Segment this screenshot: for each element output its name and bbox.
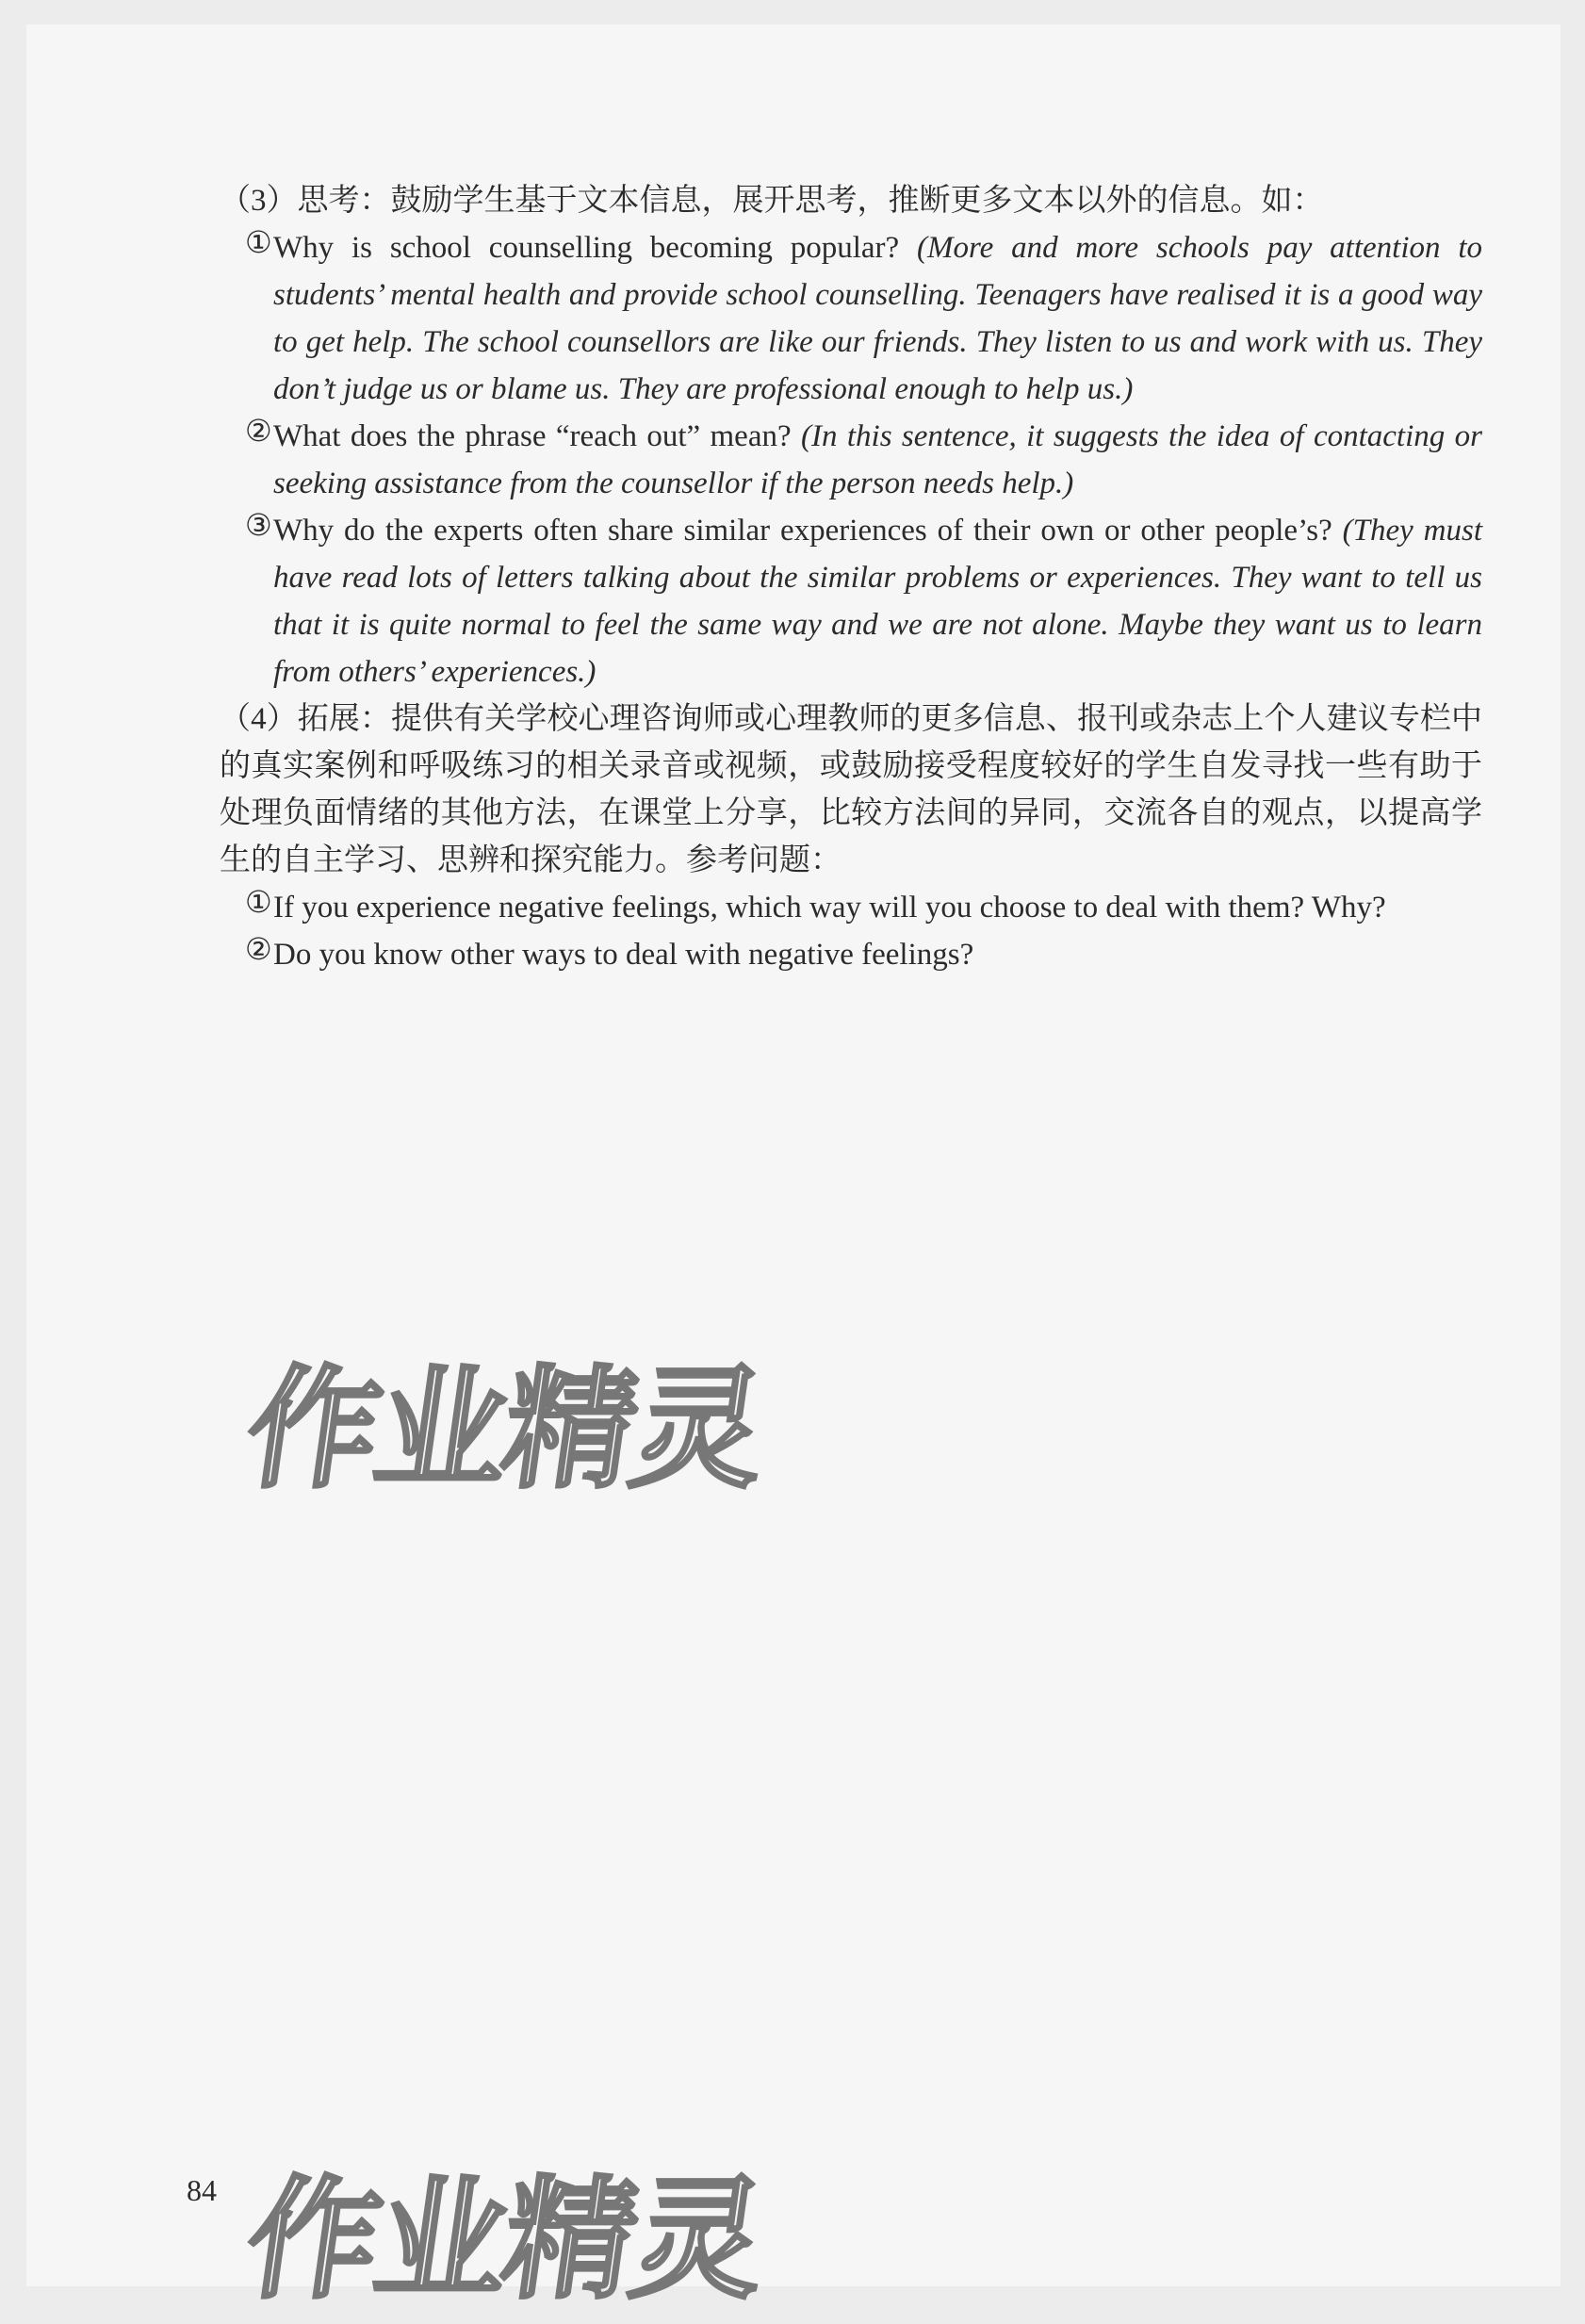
section-3-heading-text: （3）思考：鼓励学生基于文本信息，展开思考，推断更多文本以外的信息。如： xyxy=(220,184,1324,218)
item-answer: (More and more schools pay attention to students’ mental health and provide school counselling. Teenagers have realised it is a good way to get help. The school counsellors are like our friends. They listen to us and work with us. They don’t judge us or blame us. They are professional enough to help us.) xyxy=(273,231,1482,406)
item-answer: (In this sentence, it suggests the idea of contacting or seeking assistance from the counsellor if the person needs help.) xyxy=(273,419,1482,500)
item-marker: ③ xyxy=(245,508,272,542)
page-number: 84 xyxy=(187,2173,217,2207)
item-marker: ② xyxy=(245,414,272,448)
watermark: 作业精灵 xyxy=(237,1353,772,1507)
section-3-item-2 xyxy=(220,413,1482,507)
section-4-heading-text: （4）拓展：提供有关学校心理咨询师或心理教师的更多信息、报刊或杂志上个人建议专栏中的真实案例和呼吸练习的相关录音或视频，或鼓励接受程度较好的学生自发寻找一些有助于处理负面情绪的其他方法，在课堂上分享，比较方法间的异同，交流各自的观点，以提高学生的自主学习、思辨和探究能力。参考问题： xyxy=(220,702,1482,877)
section-4-item-2 xyxy=(220,931,1482,978)
section-3-item-1 xyxy=(220,224,1482,413)
watermark: 作业精灵 xyxy=(237,2164,772,2317)
item-question: What does the phrase “reach out” mean? xyxy=(273,419,801,453)
item-marker: ① xyxy=(245,885,272,919)
item-marker: ② xyxy=(245,932,272,966)
item-marker: ① xyxy=(245,225,272,259)
item-question: Do you know other ways to deal with negative feelings? xyxy=(273,938,974,972)
section-4-heading xyxy=(220,696,1482,884)
item-answer: (They must have read lots of letters talking about the similar problems or experiences. They want to tell us that it is quite normal to feel the same way and we are not alone. Maybe they want us to learn from others’ experiences.) xyxy=(273,514,1482,689)
item-question: If you experience negative feelings, which way will you choose to deal with them? Why? xyxy=(273,891,1386,925)
section-3-item-3 xyxy=(220,507,1482,696)
section-3-heading xyxy=(220,177,1482,224)
item-question: Why do the experts often share similar experiences of their own or other people’s? xyxy=(273,514,1343,548)
item-question: Why is school counselling becoming popular? xyxy=(273,231,918,265)
page-content xyxy=(220,177,1482,978)
section-4-item-1 xyxy=(220,884,1482,931)
document-page xyxy=(26,25,1560,2286)
